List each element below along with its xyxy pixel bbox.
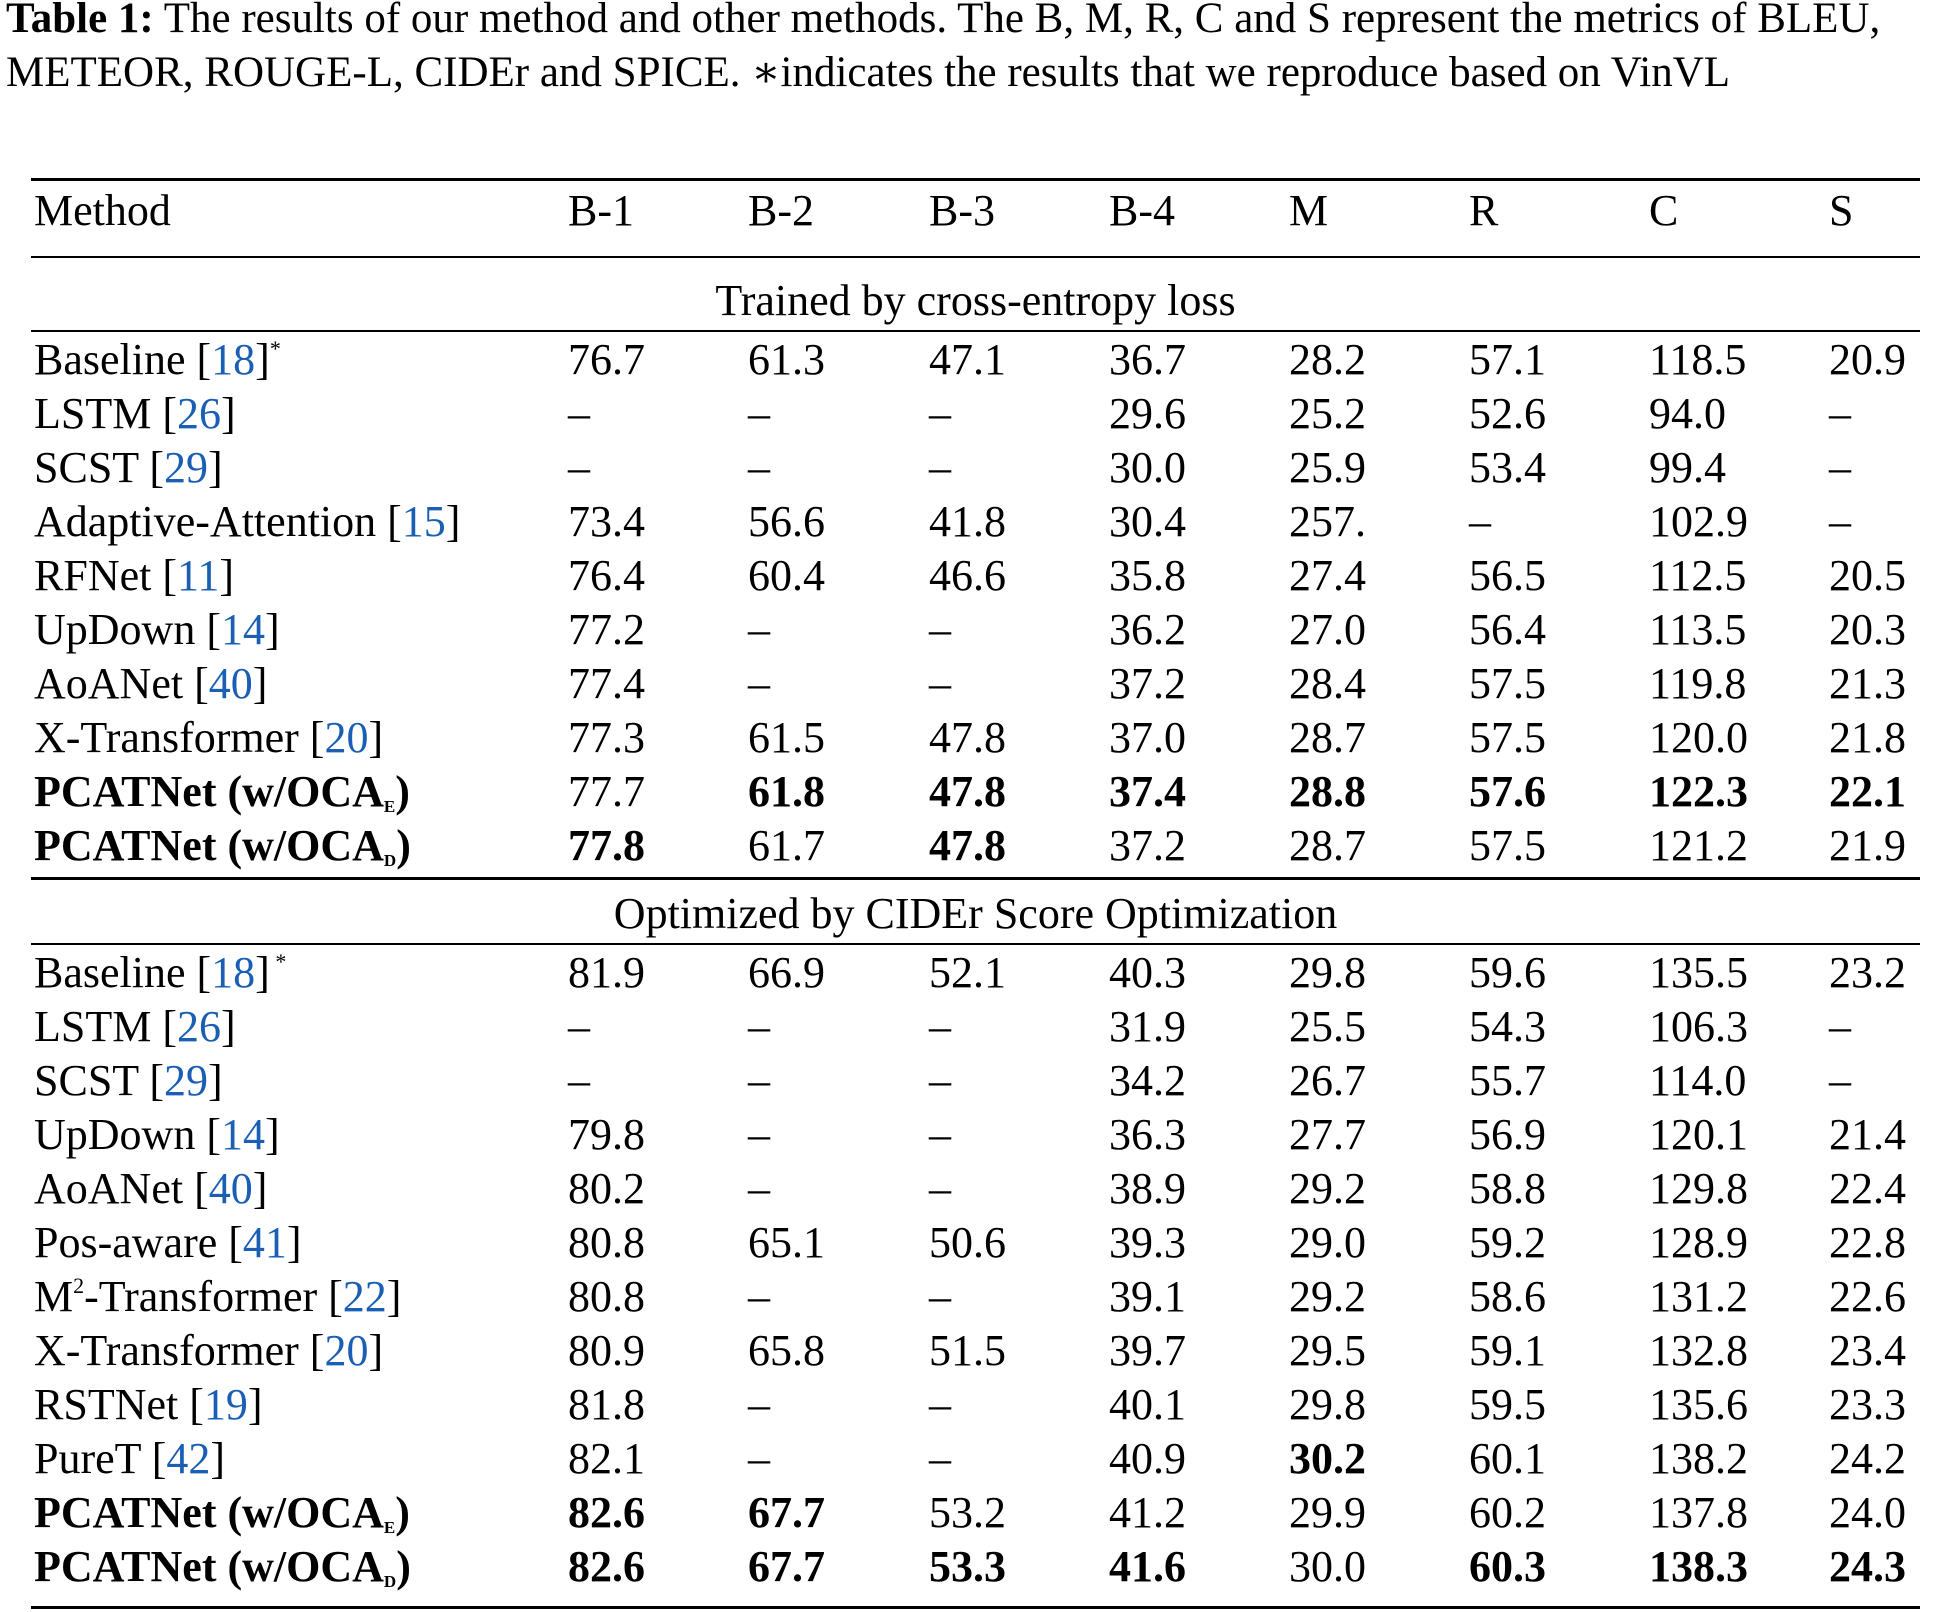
metric-value: 39.7	[1109, 1326, 1186, 1375]
metric-value: 77.2	[568, 605, 645, 654]
metric-value: –	[929, 1110, 951, 1159]
metric-value: 67.7	[748, 1488, 825, 1537]
table-row	[0, 711, 1954, 765]
metric-value: 121.2	[1649, 821, 1748, 870]
metric-value: 29.9	[1289, 1488, 1366, 1537]
method-name: AoANet [40]	[34, 1164, 268, 1213]
method-superscript: 2	[73, 1273, 85, 1298]
metric-value: 77.4	[568, 659, 645, 708]
metric-value: 80.8	[568, 1272, 645, 1321]
metric-value: 80.8	[568, 1218, 645, 1267]
method-name-text: PCATNet (w/OCA	[34, 767, 384, 816]
method-name-text: LSTM	[34, 1002, 152, 1051]
metric-value: 47.1	[929, 335, 1006, 384]
header-method: Method	[34, 186, 171, 235]
metric-value: 57.5	[1469, 659, 1546, 708]
method-close-paren: )	[396, 1542, 411, 1591]
metric-value: 57.5	[1469, 821, 1546, 870]
metric-value: 41.8	[929, 497, 1006, 546]
metric-value: 99.4	[1649, 443, 1726, 492]
table-row	[0, 603, 1954, 657]
method-name-text: PCATNet (w/OCA	[34, 821, 384, 870]
method-name: Adaptive-Attention [15]	[34, 497, 461, 546]
method-name-text: PCATNet (w/OCA	[34, 1488, 384, 1537]
table-row	[0, 495, 1954, 549]
top-rule	[31, 178, 1920, 181]
metric-value: 77.3	[568, 713, 645, 762]
metric-value: 60.3	[1469, 1542, 1546, 1591]
metric-value: 30.0	[1289, 1542, 1366, 1591]
metric-value: 76.4	[568, 551, 645, 600]
metric-value: 114.0	[1649, 1056, 1747, 1105]
metric-value: 27.4	[1289, 551, 1366, 600]
method-name: Pos-aware [41]	[34, 1218, 302, 1267]
metric-value: 135.6	[1649, 1380, 1748, 1429]
table-row	[0, 1486, 1954, 1540]
metric-value: 53.3	[929, 1542, 1006, 1591]
metric-value: 28.8	[1289, 767, 1366, 816]
header-r: R	[1469, 186, 1499, 235]
method-name	[34, 819, 411, 873]
method-subscript: E	[383, 797, 396, 816]
metric-value: 37.2	[1109, 659, 1186, 708]
metric-value: 61.3	[748, 335, 825, 384]
metric-value: 28.2	[1289, 335, 1366, 384]
metric-value: 57.6	[1469, 767, 1546, 816]
citation-link[interactable]: 20	[324, 1326, 369, 1375]
table-row	[0, 441, 1954, 495]
metric-value: –	[929, 1380, 951, 1429]
metric-value: 37.4	[1109, 767, 1186, 816]
metric-value: 81.9	[568, 948, 645, 997]
metric-value: 27.0	[1289, 605, 1366, 654]
metric-value: 30.0	[1109, 443, 1186, 492]
table-row	[0, 1162, 1954, 1216]
method-name-text: PCATNet (w/OCA	[34, 1542, 384, 1591]
metric-value: 132.8	[1649, 1326, 1748, 1375]
metric-value: –	[568, 1056, 590, 1105]
metric-value: 40.9	[1109, 1434, 1186, 1483]
citation-link[interactable]: 40	[208, 1164, 253, 1213]
metric-value: 131.2	[1649, 1272, 1748, 1321]
metric-value: –	[748, 1272, 770, 1321]
citation-link[interactable]: 18	[211, 948, 256, 997]
table-row	[0, 1216, 1954, 1270]
metric-value: 80.9	[568, 1326, 645, 1375]
metric-value: 65.1	[748, 1218, 825, 1267]
citation-link[interactable]: 20	[324, 713, 369, 762]
metric-value: 30.4	[1109, 497, 1186, 546]
metric-value: 76.7	[568, 335, 645, 384]
metric-value: 25.5	[1289, 1002, 1366, 1051]
method-name-text: RFNet	[34, 551, 152, 600]
table-row	[0, 387, 1954, 441]
metric-value: 25.2	[1289, 389, 1366, 438]
metric-value: 22.1	[1829, 767, 1906, 816]
header-b1: B-1	[568, 186, 634, 235]
metric-value: 29.2	[1289, 1272, 1366, 1321]
metric-value: 29.8	[1289, 948, 1366, 997]
method-close-paren: )	[395, 767, 410, 816]
metric-value: 41.6	[1109, 1542, 1186, 1591]
metric-value: 25.9	[1289, 443, 1366, 492]
metric-value: 37.2	[1109, 821, 1186, 870]
metric-value: 57.1	[1469, 335, 1546, 384]
method-name: RFNet [11]	[34, 551, 235, 600]
metric-value: 138.3	[1649, 1542, 1748, 1591]
metric-value: 257.	[1289, 497, 1366, 546]
metric-value: 128.9	[1649, 1218, 1748, 1267]
metric-value: –	[1829, 497, 1851, 546]
method-name-text: Pos-aware	[34, 1218, 218, 1267]
metric-value: 59.6	[1469, 948, 1546, 997]
metric-value: –	[748, 605, 770, 654]
metric-value: 28.7	[1289, 713, 1366, 762]
metric-value: 21.4	[1829, 1110, 1906, 1159]
metric-value: –	[929, 1434, 951, 1483]
metric-value: 41.2	[1109, 1488, 1186, 1537]
table-row	[0, 1378, 1954, 1432]
metric-value: –	[748, 443, 770, 492]
metric-value: 31.9	[1109, 1002, 1186, 1051]
metric-value: –	[748, 1164, 770, 1213]
metric-value: –	[568, 443, 590, 492]
metric-value: –	[568, 1002, 590, 1051]
metric-value: 29.0	[1289, 1218, 1366, 1267]
citation-link[interactable]: 29	[164, 1056, 209, 1105]
metric-value: 57.5	[1469, 713, 1546, 762]
metric-value: 82.6	[568, 1488, 645, 1537]
method-name: SCST [29]	[34, 443, 223, 492]
metric-value: 77.8	[568, 821, 645, 870]
method-name-text: Baseline	[34, 948, 186, 997]
metric-value: 29.8	[1289, 1380, 1366, 1429]
reproduced-mark: *	[269, 336, 281, 361]
header-c: C	[1649, 186, 1679, 235]
citation-link[interactable]: 42	[166, 1434, 211, 1483]
metric-value: 106.3	[1649, 1002, 1748, 1051]
citation-link[interactable]: 14	[220, 605, 265, 654]
metric-value: 23.3	[1829, 1380, 1906, 1429]
metric-value: –	[748, 1110, 770, 1159]
table-row	[0, 549, 1954, 603]
table-row	[0, 819, 1954, 873]
metric-value: 82.1	[568, 1434, 645, 1483]
metric-value: –	[748, 389, 770, 438]
method-name: $M^2$-Transformer [22]	[34, 1272, 402, 1321]
table-row	[0, 333, 1954, 387]
metric-value: –	[748, 1002, 770, 1051]
method-close-paren: )	[396, 821, 411, 870]
metric-value: 51.5	[929, 1326, 1006, 1375]
metric-value: 46.6	[929, 551, 1006, 600]
metric-value: 36.2	[1109, 605, 1186, 654]
method-name-text: X-Transformer	[34, 713, 299, 762]
metric-value: –	[1469, 497, 1491, 546]
citation-link[interactable]: 18	[211, 335, 256, 384]
metric-value: –	[748, 1380, 770, 1429]
metric-value: –	[929, 605, 951, 654]
table-row	[0, 657, 1954, 711]
table-row	[0, 1108, 1954, 1162]
method-name-text: SCST	[34, 1056, 139, 1105]
section-title: Optimized by CIDEr Score Optimization	[613, 889, 1338, 938]
metric-value: 26.7	[1289, 1056, 1366, 1105]
metric-value: 29.2	[1289, 1164, 1366, 1213]
metric-value: 21.3	[1829, 659, 1906, 708]
metric-value: –	[929, 1164, 951, 1213]
metric-value: –	[929, 1056, 951, 1105]
table-row	[0, 1054, 1954, 1108]
metric-value: 40.3	[1109, 948, 1186, 997]
header-b4: B-4	[1109, 186, 1175, 235]
metric-value: –	[748, 1056, 770, 1105]
metric-value: 24.0	[1829, 1488, 1906, 1537]
method-name-text: RSTNet	[34, 1380, 179, 1429]
method-name	[34, 1486, 410, 1540]
method-name-rest: -Transformer	[84, 1272, 318, 1321]
metric-value: 61.8	[748, 767, 825, 816]
metric-value: –	[568, 389, 590, 438]
reproduced-mark: *	[269, 949, 287, 974]
metric-value: 20.3	[1829, 605, 1906, 654]
section-rule	[31, 943, 1920, 945]
metric-value: 23.2	[1829, 948, 1906, 997]
method-name: X-Transformer [20]	[34, 713, 384, 762]
citation-link[interactable]: 41	[242, 1218, 287, 1267]
method-subscript: D	[383, 851, 397, 870]
metric-value: –	[1829, 1056, 1851, 1105]
metric-value: 47.8	[929, 767, 1006, 816]
table-row	[0, 1432, 1954, 1486]
metric-value: –	[1829, 389, 1851, 438]
metric-value: 21.8	[1829, 713, 1906, 762]
method-subscript: E	[383, 1518, 396, 1537]
method-name: Baseline [18]*	[34, 335, 281, 384]
method-name: LSTM [26]	[34, 389, 236, 438]
citation-link[interactable]: 40	[208, 659, 253, 708]
method-name: PureT [42]	[34, 1434, 226, 1483]
metric-value: 52.6	[1469, 389, 1546, 438]
citation-link[interactable]: 26	[177, 1002, 222, 1051]
method-name: UpDown [14]	[34, 1110, 280, 1159]
metric-value: 30.2	[1289, 1434, 1366, 1483]
metric-value: 54.3	[1469, 1002, 1546, 1051]
header-s: S	[1829, 186, 1854, 235]
metric-value: 29.5	[1289, 1326, 1366, 1375]
method-name-text: UpDown	[34, 605, 196, 654]
metric-value: –	[748, 659, 770, 708]
table-header-row	[0, 184, 1954, 238]
metric-value: –	[1829, 443, 1851, 492]
metric-value: 22.8	[1829, 1218, 1906, 1267]
metric-value: 58.6	[1469, 1272, 1546, 1321]
metric-value: 58.8	[1469, 1164, 1546, 1213]
metric-value: 20.9	[1829, 335, 1906, 384]
method-name-text: AoANet	[34, 659, 184, 708]
metric-value: 79.8	[568, 1110, 645, 1159]
metric-value: 77.7	[568, 767, 645, 816]
metric-value: 60.2	[1469, 1488, 1546, 1537]
metric-value: 113.5	[1649, 605, 1747, 654]
metric-value: 34.2	[1109, 1056, 1186, 1105]
method-name: SCST [29]	[34, 1056, 223, 1105]
metric-value: 66.9	[748, 948, 825, 997]
metric-value: 39.3	[1109, 1218, 1186, 1267]
metric-value: 47.8	[929, 821, 1006, 870]
method-name: X-Transformer [20]	[34, 1326, 384, 1375]
metric-value: 52.1	[929, 948, 1006, 997]
metric-value: 21.9	[1829, 821, 1906, 870]
table-row	[0, 1000, 1954, 1054]
metric-value: 50.6	[929, 1218, 1006, 1267]
metric-value: 47.8	[929, 713, 1006, 762]
citation-link[interactable]: 11	[177, 551, 220, 600]
metric-value: 23.4	[1829, 1326, 1906, 1375]
metric-value: 24.2	[1829, 1434, 1906, 1483]
method-name: RSTNet [19]	[34, 1380, 263, 1429]
metric-value: 38.9	[1109, 1164, 1186, 1213]
metric-value: 135.5	[1649, 948, 1748, 997]
metric-value: 29.6	[1109, 389, 1186, 438]
metric-value: 94.0	[1649, 389, 1726, 438]
header-rule	[31, 256, 1920, 258]
method-name	[34, 1540, 411, 1594]
caption-text: The results of our method and other methods. The B, M, R, C and S represent the metrics of BLEU, METEOR, ROUGE-L, CIDEr and SPICE. ∗indicates the results that we reproduce based on VinVL	[6, 0, 1881, 96]
section-bottom-rule	[31, 877, 1920, 880]
table-row	[0, 765, 1954, 819]
metric-value: –	[929, 443, 951, 492]
metric-value: 20.5	[1829, 551, 1906, 600]
metric-value: 61.7	[748, 821, 825, 870]
metric-value: 81.8	[568, 1380, 645, 1429]
method-name-text: UpDown	[34, 1110, 196, 1159]
metric-value: 138.2	[1649, 1434, 1748, 1483]
metric-value: 61.5	[748, 713, 825, 762]
metric-value: 24.3	[1829, 1542, 1906, 1591]
method-name: AoANet [40]	[34, 659, 268, 708]
metric-value: –	[929, 659, 951, 708]
metric-value: 59.1	[1469, 1326, 1546, 1375]
method-name: Baseline [18] *	[34, 948, 287, 997]
metric-value: 129.8	[1649, 1164, 1748, 1213]
metric-value: 22.4	[1829, 1164, 1906, 1213]
section-rule	[31, 330, 1920, 332]
table-caption	[6, 0, 1951, 100]
metric-value: –	[929, 1272, 951, 1321]
header-b2: B-2	[748, 186, 814, 235]
metric-value: 56.4	[1469, 605, 1546, 654]
section-title: Trained by cross-entropy loss	[715, 276, 1236, 325]
metric-value: 28.7	[1289, 821, 1366, 870]
method-name-text: SCST	[34, 443, 139, 492]
metric-value: 35.8	[1109, 551, 1186, 600]
metric-value: –	[748, 1434, 770, 1483]
citation-link[interactable]: 14	[220, 1110, 265, 1159]
metric-value: 59.2	[1469, 1218, 1546, 1267]
method-name-text: LSTM	[34, 389, 152, 438]
metric-value: 59.5	[1469, 1380, 1546, 1429]
method-name-text: X-Transformer	[34, 1326, 299, 1375]
table-row	[0, 946, 1954, 1000]
metric-value: –	[1829, 1002, 1851, 1051]
metric-value: 27.7	[1289, 1110, 1366, 1159]
metric-value: 56.9	[1469, 1110, 1546, 1159]
metric-value: 53.4	[1469, 443, 1546, 492]
method-name-text: AoANet	[34, 1164, 184, 1213]
metric-value: 39.1	[1109, 1272, 1186, 1321]
metric-value: 137.8	[1649, 1488, 1748, 1537]
table-row	[0, 1540, 1954, 1594]
metric-value: –	[929, 1002, 951, 1051]
table-row	[0, 1270, 1954, 1324]
metric-value: 22.6	[1829, 1272, 1906, 1321]
section-bottom-rule	[31, 1606, 1920, 1609]
metric-value: 40.1	[1109, 1380, 1186, 1429]
method-name-text: Adaptive-Attention	[34, 497, 377, 546]
table-row	[0, 1324, 1954, 1378]
citation-link[interactable]: 19	[203, 1380, 248, 1429]
metric-value: 53.2	[929, 1488, 1006, 1537]
metric-value: 73.4	[568, 497, 645, 546]
method-name: LSTM [26]	[34, 1002, 236, 1051]
method-name-text: Baseline	[34, 335, 186, 384]
metric-value: 60.4	[748, 551, 825, 600]
method-name	[34, 765, 410, 819]
caption-label: Table 1:	[6, 0, 154, 42]
metric-value: 55.7	[1469, 1056, 1546, 1105]
metric-value: 28.4	[1289, 659, 1366, 708]
header-m: M	[1289, 186, 1329, 235]
metric-value: 60.1	[1469, 1434, 1546, 1483]
metric-value: 119.8	[1649, 659, 1747, 708]
method-name-text: M	[34, 1272, 74, 1321]
metric-value: 122.3	[1649, 767, 1748, 816]
metric-value: 102.9	[1649, 497, 1748, 546]
method-subscript: D	[383, 1572, 397, 1591]
metric-value: 118.5	[1649, 335, 1747, 384]
citation-link[interactable]: 15	[401, 497, 446, 546]
metric-value: 67.7	[748, 1542, 825, 1591]
method-name: UpDown [14]	[34, 605, 280, 654]
metric-value: 36.7	[1109, 335, 1186, 384]
metric-value: 120.1	[1649, 1110, 1748, 1159]
method-name-text: PureT	[34, 1434, 141, 1483]
metric-value: 120.0	[1649, 713, 1748, 762]
metric-value: 80.2	[568, 1164, 645, 1213]
metric-value: 36.3	[1109, 1110, 1186, 1159]
citation-link[interactable]: 29	[164, 443, 209, 492]
citation-link[interactable]: 26	[177, 389, 222, 438]
metric-value: 56.6	[748, 497, 825, 546]
metric-value: 112.5	[1649, 551, 1747, 600]
metric-value: 82.6	[568, 1542, 645, 1591]
metric-value: 37.0	[1109, 713, 1186, 762]
metric-value: –	[929, 389, 951, 438]
header-b3: B-3	[929, 186, 995, 235]
metric-value: 65.8	[748, 1326, 825, 1375]
metric-value: 56.5	[1469, 551, 1546, 600]
method-close-paren: )	[395, 1488, 410, 1537]
citation-link[interactable]: 22	[342, 1272, 387, 1321]
